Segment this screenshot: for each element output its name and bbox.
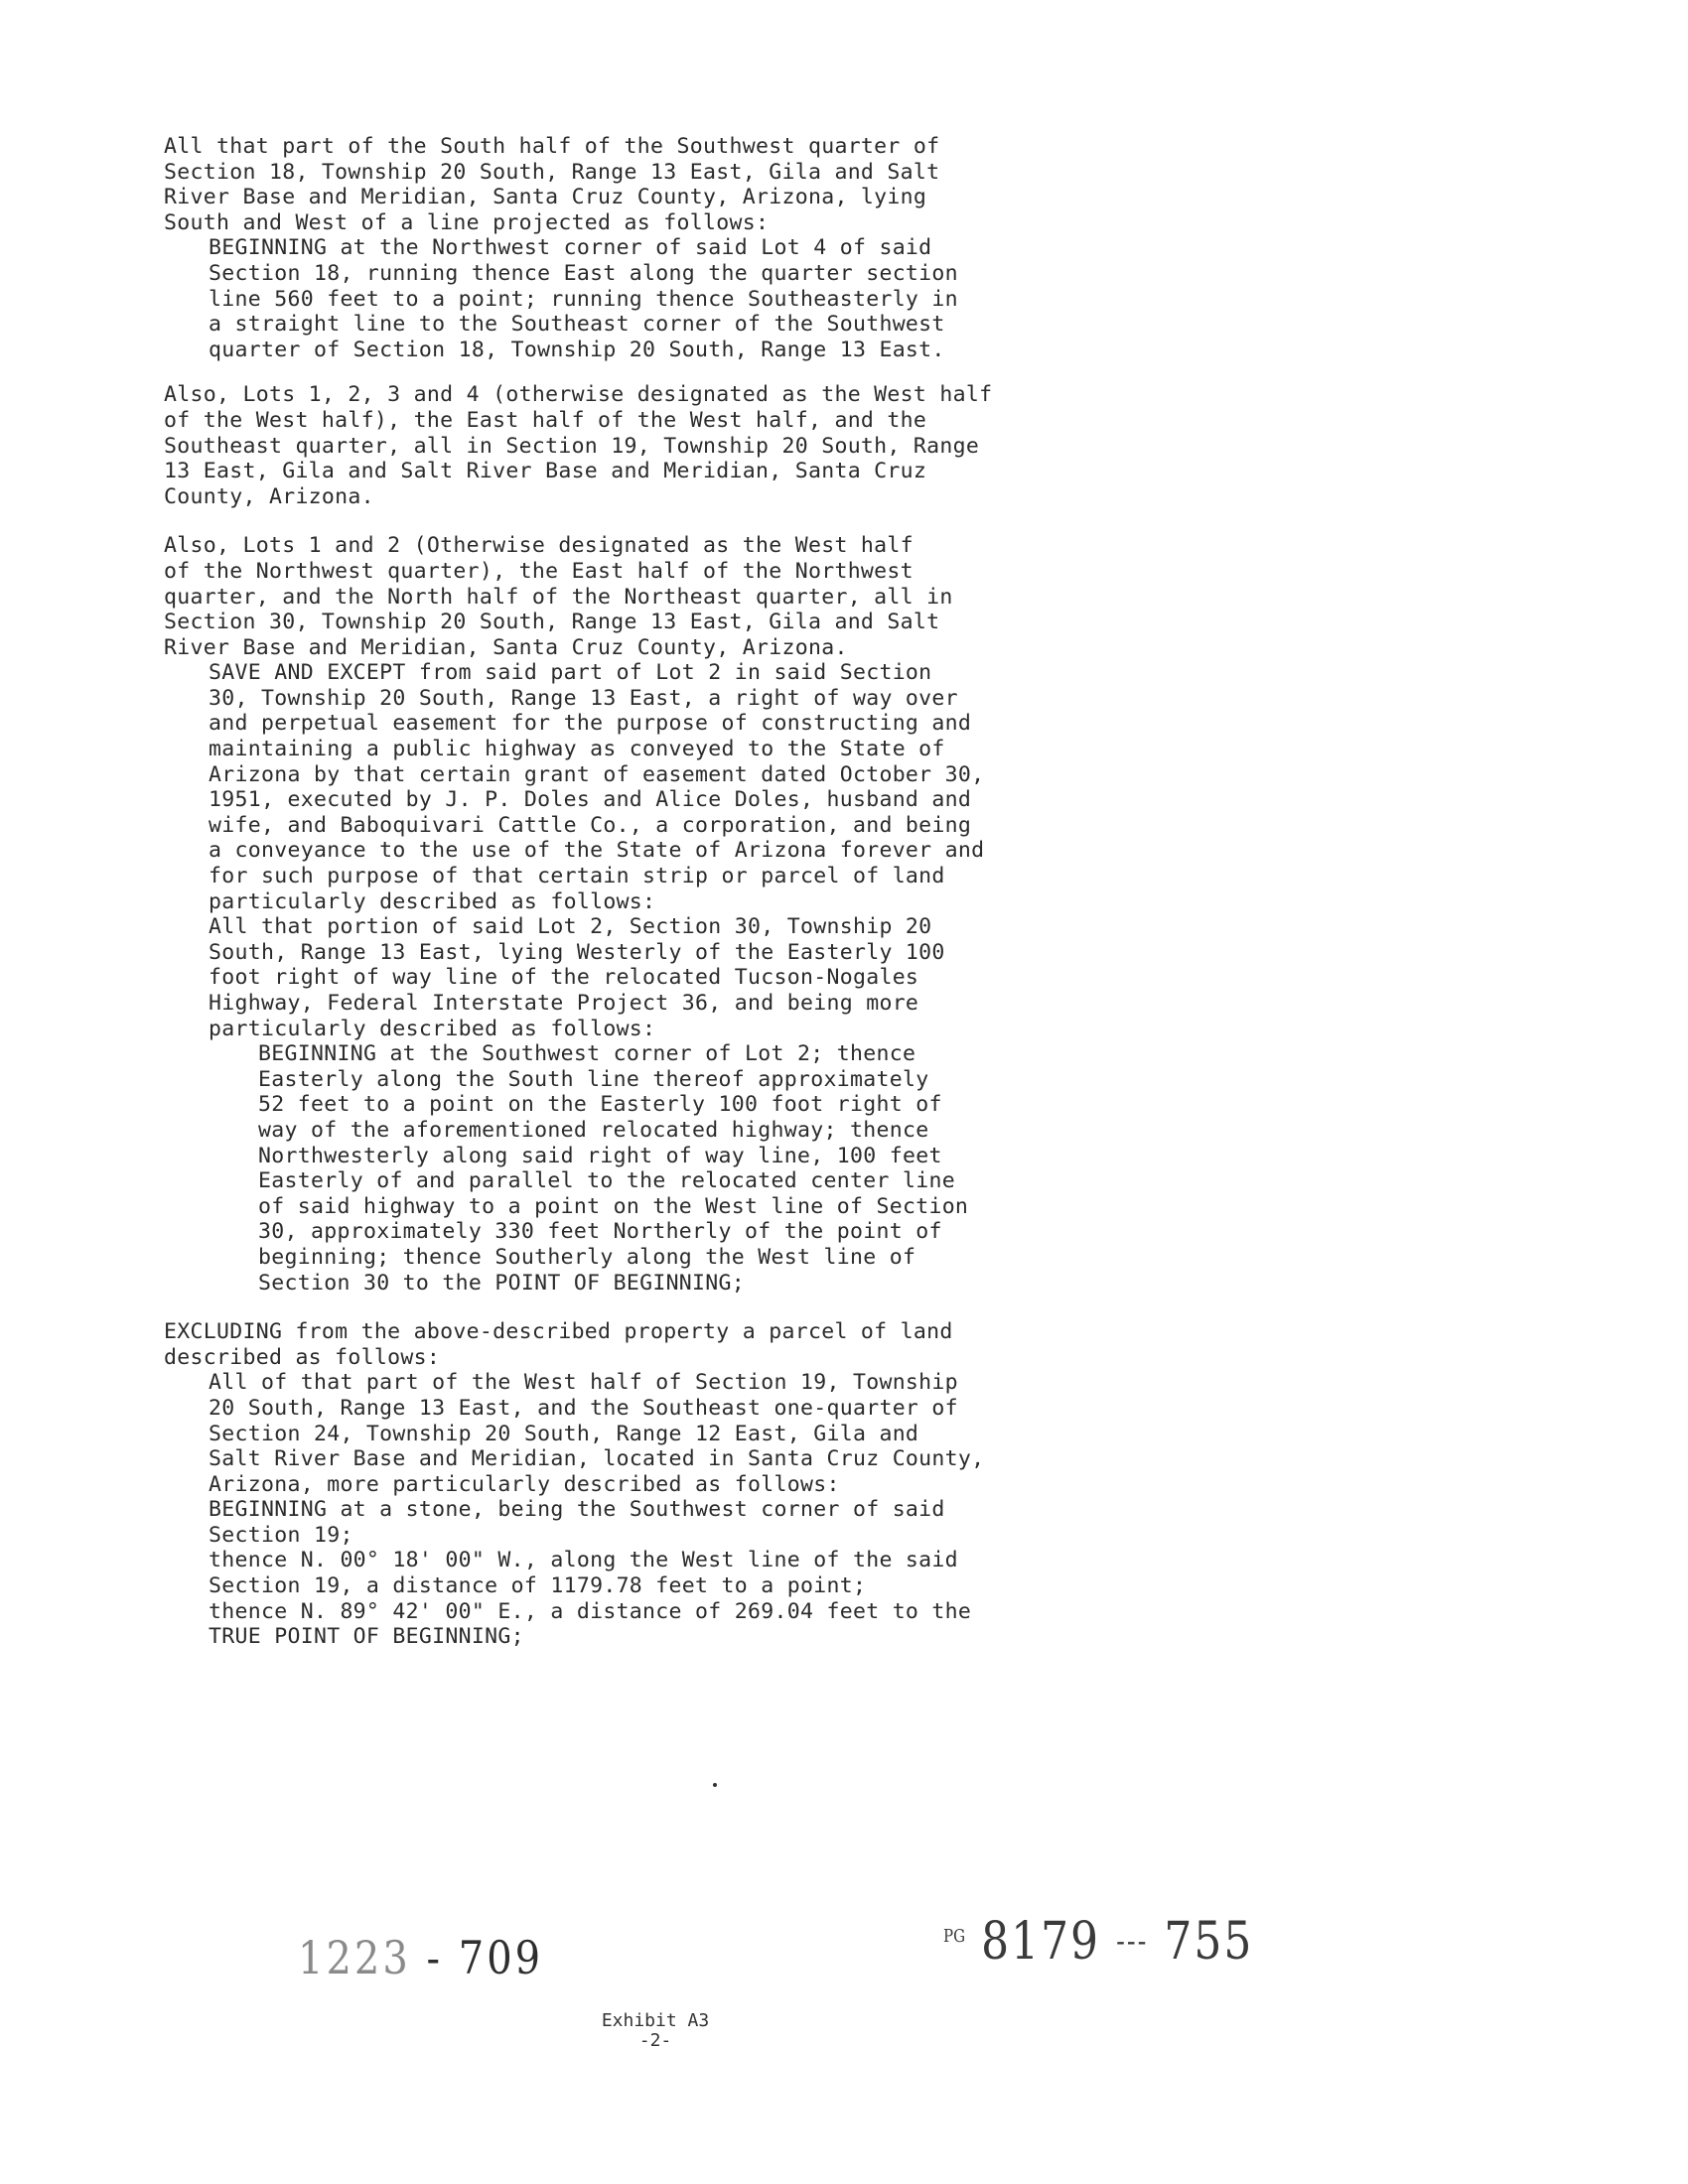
text-line: line 560 feet to a point; running thence Southeasterly in xyxy=(209,286,958,312)
text-line: Northwesterly along said right of way line, 100 feet xyxy=(258,1143,942,1168)
paragraph xyxy=(164,382,1216,509)
stamp-right-prefix: PG xyxy=(943,1925,966,1947)
text-line: River Base and Meridian, Santa Cruz County, Arizona, lying xyxy=(164,185,927,210)
text-line: Highway, Federal Interstate Project 36, and being more xyxy=(209,991,919,1016)
text-line: and perpetual easement for the purpose of constructing and xyxy=(209,711,972,737)
text-line: particularly described as follows: xyxy=(209,1016,656,1041)
stamp-right-suffix: 755 xyxy=(1164,1910,1254,1973)
text-line: of said highway to a point on the West line of Section xyxy=(258,1193,969,1219)
text-line: All that part of the South half of the Southwest quarter of xyxy=(164,134,940,159)
paragraph-gap xyxy=(164,509,1216,533)
text-line: BEGINNING at the Northwest corner of said Lot 4 of said xyxy=(209,235,932,261)
paragraph-gap xyxy=(164,362,1216,382)
text-line: for such purpose of that certain strip or parcel of land xyxy=(209,864,945,889)
recording-stamp-right xyxy=(943,1911,1253,1972)
text-line: particularly described as follows: xyxy=(209,888,656,914)
text-line: Section 24, Township 20 South, Range 12 East, Gila and xyxy=(209,1421,919,1446)
stamp-right-number: 8179 xyxy=(981,1910,1101,1973)
text-line: County, Arizona. xyxy=(164,483,374,509)
text-line: 13 East, Gila and Salt River Base and Meridian, Santa Cruz xyxy=(164,459,927,484)
text-line: a straight line to the Southeast corner of the Southwest xyxy=(209,312,945,338)
stamp-left-number: 709 xyxy=(458,1932,544,1985)
text-line: River Base and Meridian, Santa Cruz County, Arizona. xyxy=(164,634,848,660)
exhibit-label: Exhibit A3 xyxy=(601,2010,710,2031)
text-line: Easterly along the South line thereof approximately xyxy=(258,1066,929,1092)
text-line: South and West of a line projected as follows: xyxy=(164,209,770,235)
text-line: beginning; thence Southerly along the West line of xyxy=(258,1244,916,1270)
text-line: 30, Township 20 South, Range 13 East, a right of way over xyxy=(209,685,958,711)
text-line: wife, and Baboquivari Cattle Co., a corporation, and being xyxy=(209,812,972,838)
stray-mark xyxy=(713,1783,717,1787)
text-line: SAVE AND EXCEPT from said part of Lot 2 in said Section xyxy=(209,660,932,686)
text-line: a conveyance to the use of the State of Arizona forever and xyxy=(209,838,985,864)
stamp-left-dash: - xyxy=(426,1932,444,1985)
paragraph xyxy=(164,1319,1216,1650)
text-line: Section 19, a distance of 1179.78 feet to a point; xyxy=(209,1573,867,1599)
text-line: BEGINNING at a stone, being the Southwest corner of said xyxy=(209,1497,945,1523)
stamp-left-faint: 1223 xyxy=(298,1932,411,1985)
paragraph-gap xyxy=(164,1296,1216,1319)
text-line: Arizona, more particularly described as follows: xyxy=(209,1471,840,1497)
text-line: quarter of Section 18, Township 20 South, Range 13 East. xyxy=(209,337,945,362)
text-line: All that portion of said Lot 2, Section 30, Township 20 xyxy=(209,914,932,940)
text-line: Easterly of and parallel to the relocated center line xyxy=(258,1168,955,1194)
text-line: way of the aforementioned relocated highway; thence xyxy=(258,1117,929,1143)
recording-stamp-left xyxy=(298,1933,543,1985)
text-line: TRUE POINT OF BEGINNING; xyxy=(209,1624,524,1650)
text-line: foot right of way line of the relocated Tucson-Nogales xyxy=(209,965,919,991)
text-line: of the Northwest quarter), the East half of the Northwest xyxy=(164,558,914,584)
text-line: 1951, executed by J. P. Doles and Alice Doles, husband and xyxy=(209,787,972,813)
text-line: South, Range 13 East, lying Westerly of the Easterly 100 xyxy=(209,939,945,965)
text-line: Section 19; xyxy=(209,1522,353,1548)
text-line: Section 30, Township 20 South, Range 13 East, Gila and Salt xyxy=(164,610,940,635)
text-line: Section 18, Township 20 South, Range 13 East, Gila and Salt xyxy=(164,159,940,185)
page-number: -2- xyxy=(638,2030,672,2051)
legal-description-text xyxy=(164,134,1216,1650)
text-line: Salt River Base and Meridian, located in Santa Cruz County, xyxy=(209,1446,985,1472)
text-line: of the West half), the East half of the West half, and the xyxy=(164,407,927,433)
text-line: Section 18, running thence East along the quarter section xyxy=(209,260,958,286)
text-line: described as follows: xyxy=(164,1344,441,1370)
text-line: Also, Lots 1, 2, 3 and 4 (otherwise designated as the West half xyxy=(164,382,993,408)
text-line: maintaining a public highway as conveyed to the State of xyxy=(209,737,945,762)
text-line: BEGINNING at the Southwest corner of Lot 2; thence xyxy=(258,1041,916,1067)
text-line: EXCLUDING from the above-described property a parcel of land xyxy=(164,1319,953,1345)
text-line: All of that part of the West half of Section 19, Township xyxy=(209,1370,958,1396)
paragraph xyxy=(164,533,1216,1296)
stamp-right-dash: --- xyxy=(1116,1924,1149,1961)
text-line: 30, approximately 330 feet Northerly of the point of xyxy=(258,1219,942,1245)
text-line: 20 South, Range 13 East, and the Southeast one-quarter of xyxy=(209,1395,958,1421)
text-line: thence N. 00° 18' 00" W., along the West line of the said xyxy=(209,1548,958,1573)
page-footer xyxy=(581,2011,730,2051)
text-line: thence N. 89° 42' 00" E., a distance of 269.04 feet to the xyxy=(209,1598,972,1624)
text-line: Arizona by that certain grant of easement dated October 30, xyxy=(209,761,985,787)
text-line: quarter, and the North half of the Northeast quarter, all in xyxy=(164,584,953,610)
text-line: 52 feet to a point on the Easterly 100 foot right of xyxy=(258,1092,942,1118)
text-line: Also, Lots 1 and 2 (Otherwise designated as the West half xyxy=(164,533,914,559)
text-line: Southeast quarter, all in Section 19, Township 20 South, Range xyxy=(164,433,980,459)
paragraph xyxy=(164,134,1216,362)
text-line: Section 30 to the POINT OF BEGINNING; xyxy=(258,1270,746,1296)
